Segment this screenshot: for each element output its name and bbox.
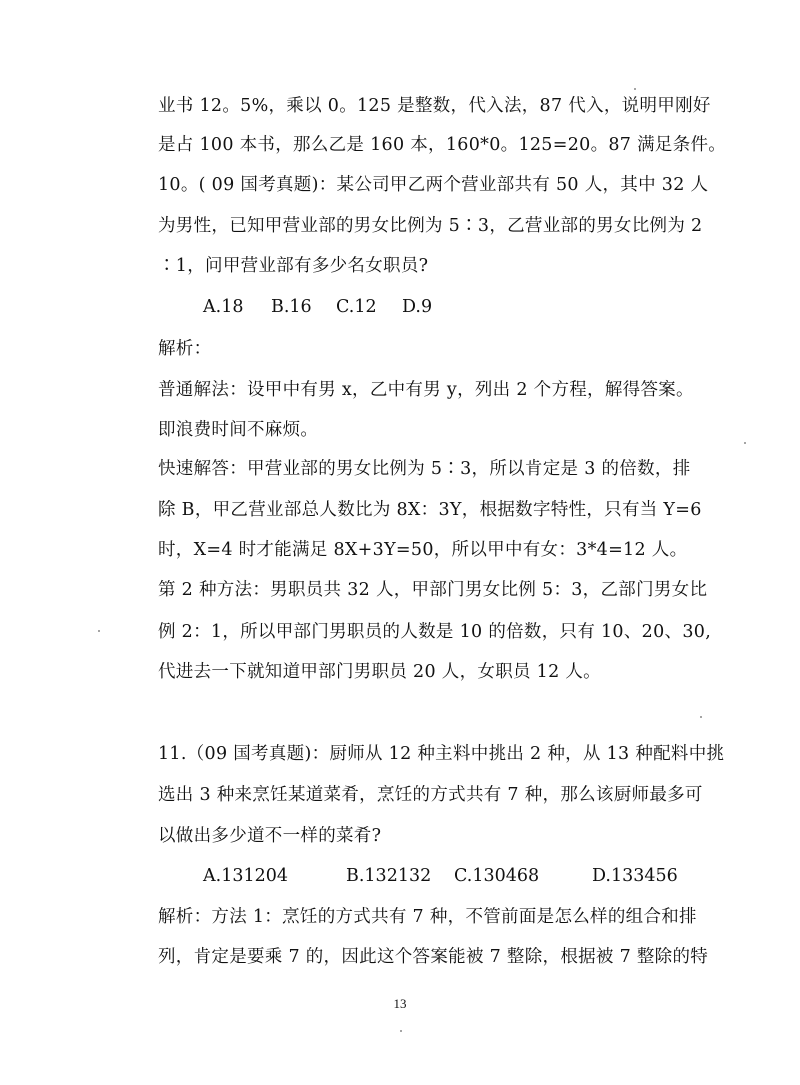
text-line: ∶1，问甲营业部有多少名女职员? — [158, 256, 429, 276]
text-line: 业书 12。5%，乘以 0。125 是整数，代入法，87 代入，说明甲刚好 — [158, 96, 711, 116]
q10-option-c: C.12 — [336, 297, 377, 317]
text-line: 第 2 种方法：男职员共 32 人，甲部门男女比例 5：3，乙部门男女比 — [158, 580, 708, 600]
q11-option-c: C.130468 — [454, 866, 540, 886]
text-line: 时，X=4 时才能满足 8X+3Y=50，所以甲中有女：3*4=12 人。 — [158, 540, 688, 560]
page-number: 13 — [393, 996, 407, 1011]
text-line: 为男性，已知甲营业部的男女比例为 5∶3，乙营业部的男女比例为 2 — [158, 216, 703, 236]
text-line: 快速解答：甲营业部的男女比例为 5∶3，所以肯定是 3 的倍数，排 — [158, 459, 691, 479]
scan-speck — [400, 1030, 402, 1032]
text-line: 代进去一下就知道甲部门男职员 20 人，女职员 12 人。 — [158, 662, 601, 682]
q11-option-b: B.132132 — [346, 866, 432, 886]
text-line: 例 2：1，所以甲部门男职员的人数是 10 的倍数，只有 10、20、30, — [158, 622, 712, 642]
text-line: 选出 3 种来烹饪某道菜肴，烹饪的方式共有 7 种，那么该厨师最多可 — [158, 785, 703, 805]
text-line: 列，肯定是要乘 7 的，因此这个答案能被 7 整除，根据被 7 整除的特 — [158, 947, 709, 967]
analysis-text: 解析：方法 1：烹饪的方式共有 7 种，不管前面是怎么样的组合和排 — [158, 907, 697, 927]
q10-option-b: B.16 — [271, 297, 312, 317]
text-line: 普通解法：设甲中有男 x，乙中有男 y，列出 2 个方程，解得答案。 — [158, 380, 694, 400]
scan-speck — [634, 88, 636, 90]
scan-speck — [744, 442, 746, 444]
text-line: 除 B，甲乙营业部总人数比为 8X：3Y，根据数字特性，只有当 Y=6 — [158, 500, 702, 520]
text-line: 即浪费时间不麻烦。 — [158, 420, 319, 440]
question-10-text: 10。( 09 国考真题)：某公司甲乙两个营业部共有 50 人，其中 32 人 — [158, 175, 709, 195]
q10-option-d: D.9 — [402, 297, 433, 317]
question-11-text: 11.（09 国考真题)：厨师从 12 种主料中挑出 2 种，从 13 种配料中挑 — [158, 744, 725, 764]
scan-speck — [98, 630, 100, 632]
q11-option-a: A.131204 — [203, 866, 289, 886]
q11-option-d: D.133456 — [592, 866, 678, 886]
q10-option-a: A.18 — [203, 297, 244, 317]
text-line: 以做出多少道不一样的菜肴? — [158, 826, 382, 846]
text-line: 是占 100 本书，那么乙是 160 本，160*0。125=20。87 满足条件。 — [158, 135, 727, 155]
analysis-label: 解析： — [158, 339, 212, 359]
scan-speck — [700, 716, 702, 718]
